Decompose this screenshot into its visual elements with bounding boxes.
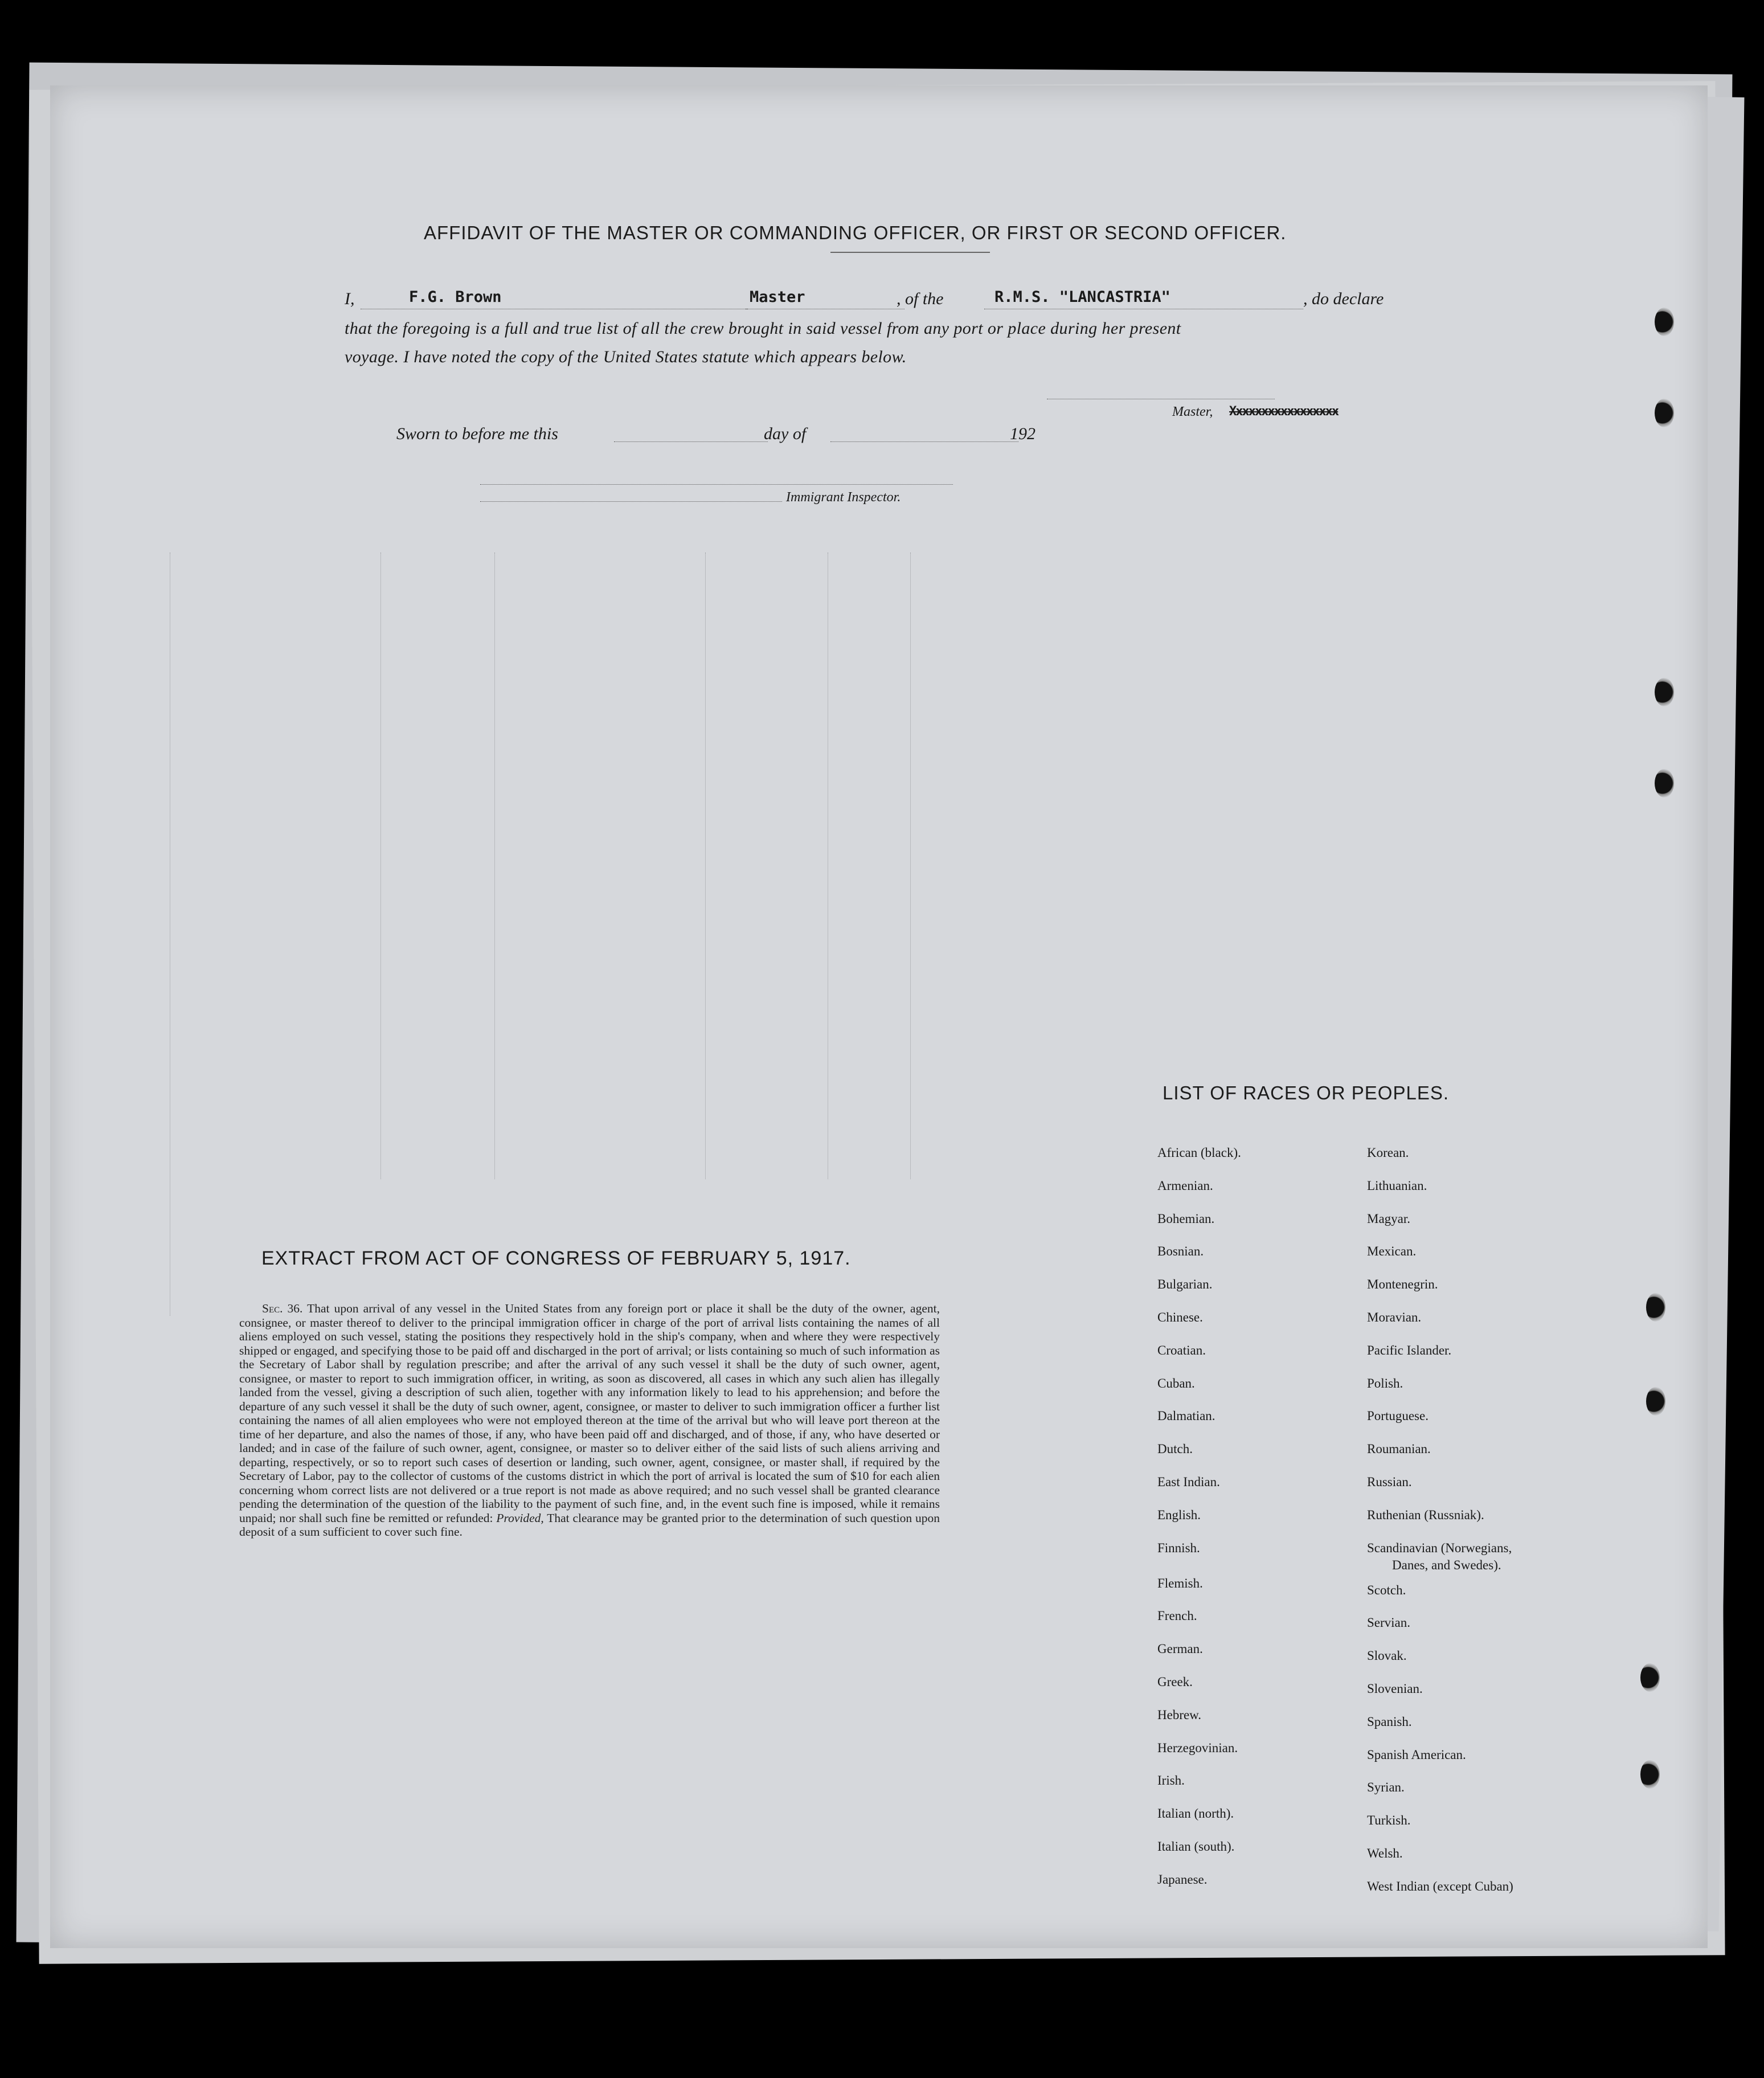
day-of-label: day of: [764, 424, 807, 443]
faint-rule: [705, 553, 706, 1179]
race-item: African (black).: [1157, 1146, 1241, 1160]
race-item: Turkish.: [1367, 1813, 1411, 1828]
race-item: Lithuanian.: [1367, 1178, 1427, 1193]
master-label: Master,: [1172, 404, 1213, 419]
race-item: Spanish American.: [1367, 1747, 1466, 1762]
race-item: Roumanian.: [1367, 1442, 1431, 1457]
race-item: Italian (north).: [1157, 1806, 1234, 1821]
inspector-label: Immigrant Inspector.: [786, 490, 901, 505]
race-item: Italian (south).: [1157, 1839, 1235, 1854]
race-item: Mexican.: [1367, 1244, 1417, 1259]
race-item: Bohemian.: [1157, 1211, 1215, 1226]
race-item: Slovenian.: [1367, 1681, 1423, 1696]
race-item: Welsh.: [1367, 1846, 1403, 1860]
race-item: Spanish.: [1367, 1714, 1412, 1729]
race-item: Montenegrin.: [1367, 1277, 1438, 1292]
punch-hole: [1640, 1663, 1660, 1692]
affidavit-line-3: voyage. I have noted the copy of the United States statute which appears below.: [345, 347, 907, 366]
race-item: East Indian.: [1157, 1474, 1220, 1489]
race-item: Dalmatian.: [1157, 1409, 1215, 1423]
punch-hole: [1655, 308, 1674, 336]
year-label: 192: [1010, 424, 1036, 443]
affidavit-line-2: that the foregoing is a full and true list of all the crew brought in said vessel from any port or place during her present: [345, 319, 1181, 338]
race-item: Portuguese.: [1367, 1409, 1429, 1423]
race-item: Korean.: [1367, 1146, 1409, 1160]
of-the-label: , of the: [897, 289, 944, 308]
race-item: Chinese.: [1157, 1310, 1203, 1324]
faint-rule: [494, 553, 495, 1179]
race-item: Ruthenian (Russniak).: [1367, 1507, 1484, 1522]
document-page: [50, 85, 1708, 1948]
punch-hole: [1646, 1387, 1665, 1416]
faint-rule: [380, 553, 381, 1179]
races-right-column: [1367, 1136, 1513, 1903]
race-item: Syrian.: [1367, 1780, 1405, 1795]
day-of-dotline: [830, 441, 1018, 442]
race-item: Magyar.: [1367, 1211, 1411, 1226]
race-item: Hebrew.: [1157, 1707, 1202, 1722]
vessel-name: R.M.S. "LANCASTRIA": [994, 288, 1170, 306]
punch-hole: [1655, 399, 1674, 427]
act-body: That upon arrival of any vessel in the United States from any foreign port or place it shall be the duty of the owner, agent, consignee, or master thereof to deliver to the principal immigration officer in charge of the port of arrival lists containing the names of all aliens employed on such vessel, stating the positions they respectively hold in the ship's company, when and where they were respectively shipped or engaged, and specifying those to be paid off and discharged in the port of arrival; or lists containing so much of such information as the Secretary of Labor shall by regulation prescribe; and after the arrival of any such vessel it shall be the duty of such owner, agent, consignee, or master to report to such immigration officer, in writing, as soon as discovered, all cases in which any such alien has illegally landed from the vessel, giving a description of such alien, together with any information likely to lead to his apprehension; and before the departure of any such vessel it shall be the duty of such owner, agent, consignee, or master to deliver to such immigration officer a further list containing the names of all alien employees who were not employed thereon at the time of the arrival but who will leave port thereon at the time of her departure, and also the names of those, if any, who have been paid off and discharged, and of those, if any, who have deserted or landed; and in case of the failure of such owner, agent, consignee, or master so to deliver either of the said lists of such aliens arriving and departing, respectively, or so to report such cases of desertion or landing, such owner, agent, consignee, or master shall, if required by the Secretary of Labor, pay to the collector of customs of the customs district in which the port of arrival is located the sum of $10 for each alien concerning whom correct lists are not delivered or a true report is not made as above required; and no such vessel shall be granted clearance pending the determination of the question of the liability to the payment of such fine, and, in the event such fine is imposed, while it remains unpaid; nor shall such fine be remitted or refunded:: [239, 1302, 940, 1525]
race-item: West Indian (except Cuban): [1367, 1879, 1513, 1893]
race-item: Irish.: [1157, 1773, 1185, 1788]
faint-rule: [910, 553, 911, 1179]
race-item: Japanese.: [1157, 1872, 1208, 1887]
races-title: LIST OF RACES OR PEOPLES.: [1163, 1082, 1450, 1103]
race-item: German.: [1157, 1642, 1203, 1656]
race-item: Moravian.: [1367, 1310, 1422, 1324]
race-item: Bulgarian.: [1157, 1277, 1213, 1292]
do-declare-label: , do declare: [1303, 289, 1384, 308]
race-item: Finnish.: [1157, 1540, 1200, 1555]
race-item: Flemish.: [1157, 1576, 1203, 1590]
affidavit-title: AFFIDAVIT OF THE MASTER OR COMMANDING OFFICER, OR FIRST OR SECOND OFFICER.: [424, 222, 1287, 243]
race-item: Cuban.: [1157, 1376, 1195, 1390]
race-item: Greek.: [1157, 1674, 1193, 1689]
race-item: French.: [1157, 1609, 1197, 1623]
race-item: Servian.: [1367, 1615, 1411, 1630]
inspector-dotline: [480, 484, 953, 485]
act-provided: Provided,: [496, 1511, 544, 1525]
races-left-column: [1157, 1136, 1241, 1896]
act-section-36: [239, 1302, 940, 1539]
act-body-end: That clearance may be granted prior to the determination of such question upon deposit of a sum sufficient to cover such fine.: [239, 1511, 940, 1539]
master-struck-text: Xxxxxxxxxxxxxxxxx: [1229, 404, 1339, 419]
punch-hole: [1646, 1293, 1665, 1322]
act-section-label: Sec. 36.: [262, 1302, 303, 1315]
punch-hole: [1655, 769, 1674, 797]
race-item: Polish.: [1367, 1376, 1403, 1390]
sworn-day-dotline: [614, 441, 768, 442]
race-item: Dutch.: [1157, 1442, 1193, 1457]
punch-hole: [1655, 678, 1674, 706]
race-item: Scandinavian (Norwegians,: [1367, 1540, 1512, 1555]
declarant-i: I,: [345, 289, 355, 308]
title-rule: [830, 252, 990, 253]
punch-hole: [1640, 1760, 1660, 1789]
sworn-label: Sworn to before me this: [396, 424, 558, 443]
race-item: Slovak.: [1367, 1649, 1407, 1663]
race-item: Scotch.: [1367, 1582, 1406, 1597]
declarant-name: F.G. Brown: [409, 288, 502, 306]
race-item: Russian.: [1367, 1474, 1412, 1489]
race-item: Bosnian.: [1157, 1244, 1204, 1259]
race-item: Croatian.: [1157, 1343, 1206, 1357]
race-item: English.: [1157, 1507, 1201, 1522]
act-title: EXTRACT FROM ACT OF CONGRESS OF FEBRUARY 5, 1917.: [261, 1247, 851, 1269]
race-item: Herzegovinian.: [1157, 1740, 1238, 1755]
inspector-sign-dotline: [480, 501, 782, 502]
race-item: Pacific Islander.: [1367, 1343, 1452, 1357]
race-item: Armenian.: [1157, 1178, 1213, 1193]
race-item: Danes, and Swedes).: [1392, 1557, 1501, 1572]
declarant-rank: Master: [750, 288, 805, 306]
